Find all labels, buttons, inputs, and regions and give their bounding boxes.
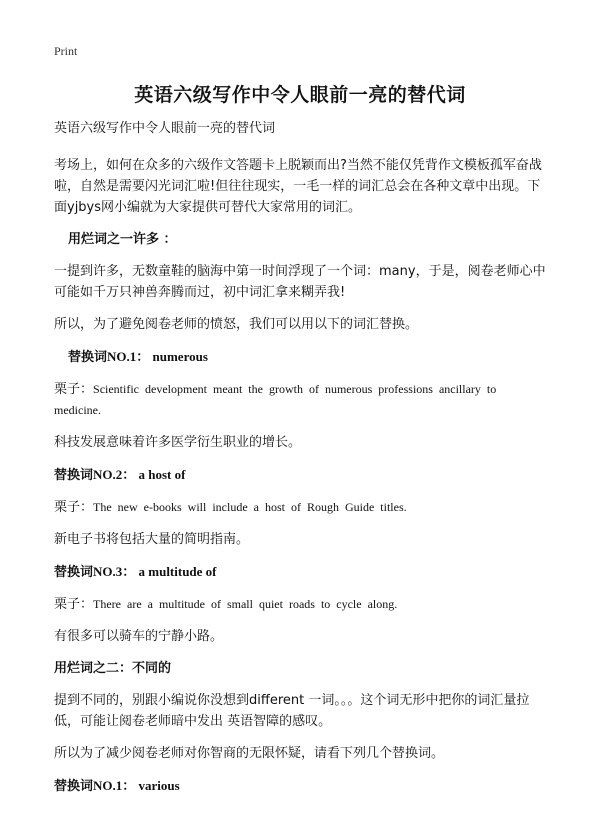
section1-paragraph-1: 一提到许多，无数童鞋的脑海中第一时间浮现了一个词：many，于是，阅卷老师心中可能如千万只神兽奔腾而过，初中词汇拿来糊弄我! <box>54 264 546 300</box>
example-translation-1: 科技发展意味着许多医学衍生职业的增长。 <box>54 435 302 450</box>
intro-paragraph: 考场上，如何在众多的六级作文答题卡上脱颖而出?当然不能仅凭背作文模板孤军奋战啦，自然是需要闪光词汇啦!但往往现实，一毛一样的词汇总会在各种文章中出现。下面yjbys网小编就为大家提供可替代大家常用的词汇。 <box>54 158 542 215</box>
replacement-label: 替换词 <box>54 468 94 483</box>
replacement-label: 替换词 <box>68 350 108 365</box>
example-prefix: 栗子： <box>54 500 94 515</box>
example-text: The new e-books will include a host of Rough Guide titles. <box>93 500 407 514</box>
replacement-word: NO.1： numerous <box>107 349 208 364</box>
example-text: Scientific development meant the growth of numerous professions ancillary to medicine. <box>54 382 497 417</box>
section2-heading: 用烂词之二：不同的 <box>54 661 172 676</box>
section2-paragraph-1: 提到不同的，别跟小编说你没想到different 一词。。。这个词无形中把你的词汇量拉低，可能让阅卷老师暗中发出 英语智障的感叹。 <box>54 693 530 729</box>
replacement-word-3-heading <box>54 561 548 583</box>
section2-paragraph-2: 所以为了减少阅卷老师对你智商的无限怀疑，请看下列几个替换词。 <box>54 746 445 761</box>
section2-replacement-word-1-heading <box>54 775 548 797</box>
subtitle: 英语六级写作中令人眼前一亮的替代词 <box>54 121 276 136</box>
replacement-label: 替换词 <box>54 779 94 794</box>
replacement-word-1-heading <box>54 346 548 368</box>
section1-paragraph-2: 所以，为了避免阅卷老师的愤怒，我们可以用以下的词汇替换。 <box>54 317 419 332</box>
replacement-word-2-heading <box>54 464 548 486</box>
document-title: 英语六级写作中令人眼前一亮的替代词 <box>134 84 466 106</box>
print-label: Print <box>54 44 78 58</box>
example-prefix: 栗子： <box>54 382 94 397</box>
example-prefix: 栗子： <box>54 597 94 612</box>
example-sentence-3 <box>54 594 548 615</box>
replacement-label: 替换词 <box>54 565 94 580</box>
document-body <box>54 118 548 808</box>
example-translation-3: 有很多可以骑车的宁静小路。 <box>54 629 224 644</box>
example-sentence-1 <box>54 379 548 421</box>
replacement-word: NO.3： a multitude of <box>93 564 217 579</box>
example-translation-2: 新电子书将包括大量的简明指南。 <box>54 532 250 547</box>
example-text: There are a multitude of small quiet roads to cycle along. <box>93 597 398 611</box>
example-sentence-2 <box>54 497 548 518</box>
section1-heading: 用烂词之一许多 ： <box>68 232 177 247</box>
replacement-word: NO.2： a host of <box>93 467 186 482</box>
replacement-word: NO.1： various <box>93 778 180 793</box>
